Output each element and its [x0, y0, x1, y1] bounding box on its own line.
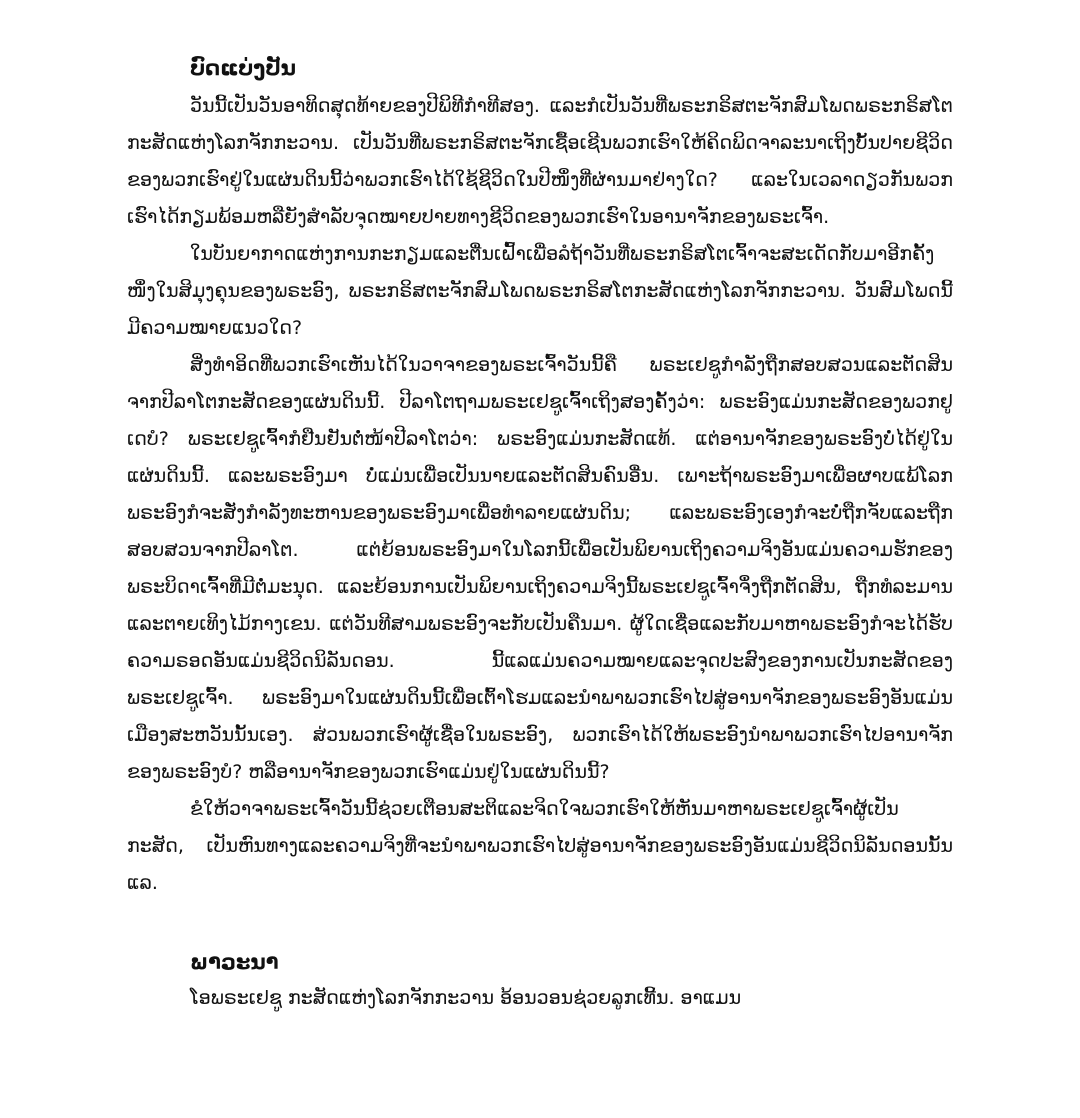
prayer-text: ໂອພຣະເຢຊູ ກະສັດແຫ່ງໂລກຈັກກະວານ ອ້ອນວອນຊ່ວຍລູກເທີ້ນ. ອາແມນ: [190, 987, 742, 1009]
section-heading: ບົດແບ່ງປັນ: [190, 56, 296, 80]
paragraph: ໃນບັນຍາກາດແຫ່ງການກະກຽມແລະຕື່ນເຝົ້າເພື່ອລໍຖ້າວັນທີ່ພຣະກຣິສໂຕເຈົ້າຈະສະເດັດກັບມາອີກຄັ້ງໜຶ່ງໃນສິມຸງຄຸນຂອງພຣະອົງ, ພຣະກຣິສຕະຈັກສົມໂພດພຣະກຣິສໂຕກະສັດແຫ່ງໂລກຈັກກະວານ. ວັນສົມໂພດນີ້ມີຄວາມໝາຍແນວໃດ?: [127, 243, 953, 339]
paragraph: ສິ່ງທຳອິດທີ່ພວກເຮົາເຫັນໄດ້ໃນວາຈາຂອງພຣະເຈົ້າວັນນີ້ຄື ພຣະເຢຊູກຳລັງຖືກສອບສວນແລະຕັດສິນຈາກປີລາໂຕກະສັດຂອງແຜ່ນດິນນີ້. ປີລາໂຕຖາມພຣະເຢຊູເຈົ້າເຖິງສອງຄັ້ງວ່າ: ພຣະອົງແມ່ນກະສັດຂອງພວກຢູເດບໍ? ພຣະເຢຊູເຈົ້າກໍຢືນຢັນຕໍ່ໜ້າປີລາໂຕວ່າ: ພຣະອົງແມ່ນກະສັດແທ້. ແຕ່ອານາຈັກຂອງພຣະອົງບໍ່ໄດ້ຢູ່ໃນແຜ່ນດິນນີ້. ແລະພຣະອົງມາ ບໍ່ແມ່ນເພື່ອເປັນນາຍແລະຕັດສິນຄົນອື່ນ. ເພາະຖ້າພຣະອົງມາເພື່ອຜາບແພ້ໂລກ ພຣະອົງກໍຈະສັ່ງກຳລັງທະຫານຂອງພຣະອົງມາເພື່ອທຳລາຍແຜ່ນດິນ; ແລະພຣະອົງເອງກໍຈະບໍ່ຖືກຈັບແລະຖືກສອບສວນຈາກປີລາໂຕ. ແຕ່ຍ້ອນພຣະອົງມາໃນໂລກນີ້ເພື່ອເປັນພິຍານເຖິງຄວາມຈິງອັນແມ່ນຄວາມຮັກຂອງພຣະບິດາເຈົ້າທີ່ມີຕໍ່ມະນຸດ. ແລະຍ້ອນການເປັນພິຍານເຖິງຄວາມຈິງນີ້ພຣະເຢຊູເຈົ້າຈຶ່ງຖືກຕັດສິນ, ຖືກທໍລະມານແລະຕາຍເທິງໄມ້ກາງເຂນ. ແຕ່ວັນທີສາມພຣະອົງຈະກັບເປັນຄືນມາ. ຜູ້ໃດເຊື່ອແລະກັບມາຫາພຣະອົງກໍຈະໄດ້ຮັບຄວາມຣອດອັນແມ່ນຊີວິດນິລັນດອນ. ນີ້ແລແມ່ນຄວາມໝາຍແລະຈຸດປະສົງຂອງການເປັນກະສັດຂອງພຣະເຢຊູເຈົ້າ. ພຣະອົງມາໃນແຜ່ນດິນນີ້ເພື່ອເຕົ້າໂຮມແລະນຳພາພວກເຮົາໄປສູ່ອານາຈັກຂອງພຣະອົງອັນແມ່ນເມືອງສະຫວັນນັ້ນເອງ. ສ່ວນພວກເຮົາຜູ້ເຊື່ອໃນພຣະອົງ, ພວກເຮົາໄດ້ໃຫ້ພຣະອົງນຳພາພວກເຮົາໄປອານາຈັກຂອງພຣະອົງບໍ? ຫລືອານາຈັກຂອງພວກເຮົາແມ່ນຢູ່ໃນແຜ່ນດິນນີ້?: [127, 354, 953, 783]
section-spacer: [127, 902, 953, 946]
paragraph: ຂໍໃຫ້ວາຈາພຣະເຈົ້າວັນນີ້ຊ່ວຍເຕືອນສະຕິແລະຈິດໃຈພວກເຮົາໃຫ້ຫັນມາຫາພຣະເຢຊູເຈົ້າຜູ້ເປັນກະສັດ, ເປັນຫົນທາງແລະຄວາມຈິງທີ່ຈະນຳພາພວກເຮົາໄປສູ່ອານາຈັກຂອງພຣະອົງອັນແມ່ນຊີວິດນິລັນດອນນັ້ນແລ.: [127, 798, 953, 894]
document-page: [127, 52, 953, 1017]
paragraph: ວັນນີ້ເປັນວັນອາທິດສຸດທ້າຍຂອງປີພິທີກຳທີສອງ. ແລະກໍເປັນວັນທີ່ພຣະກຣິສຕະຈັກສົມໂພດພຣະກຣິສໂຕກະສັດແຫ່ງໂລກຈັກກະວານ. ເປັນວັນທີ່ພຣະກຣິສຕະຈັກເຊື້ອເຊີນພວກເຮົາໃຫ້ຄິດພິດຈາລະນາເຖິງບັ້ນປາຍຊີວິດຂອງພວກເຮົາຢູ່ໃນແຜ່ນດິນນີ້ວ່າພວກເຮົາໄດ້ໃຊ້ຊີວິດໃນປີໜຶ່ງທີ່ຜ່ານມາຢ່າງໃດ? ແລະໃນເວລາດຽວກັນພວກເຮົາໄດ້ກຽມພ້ອມຫລືຍັງສຳລັບຈຸດໝາຍປາຍທາງຊີວິດຂອງພວກເຮົາໃນອານາຈັກຂອງພຣະເຈົ້າ.: [127, 95, 953, 228]
prayer-heading: ພາວະນາ: [190, 950, 279, 974]
